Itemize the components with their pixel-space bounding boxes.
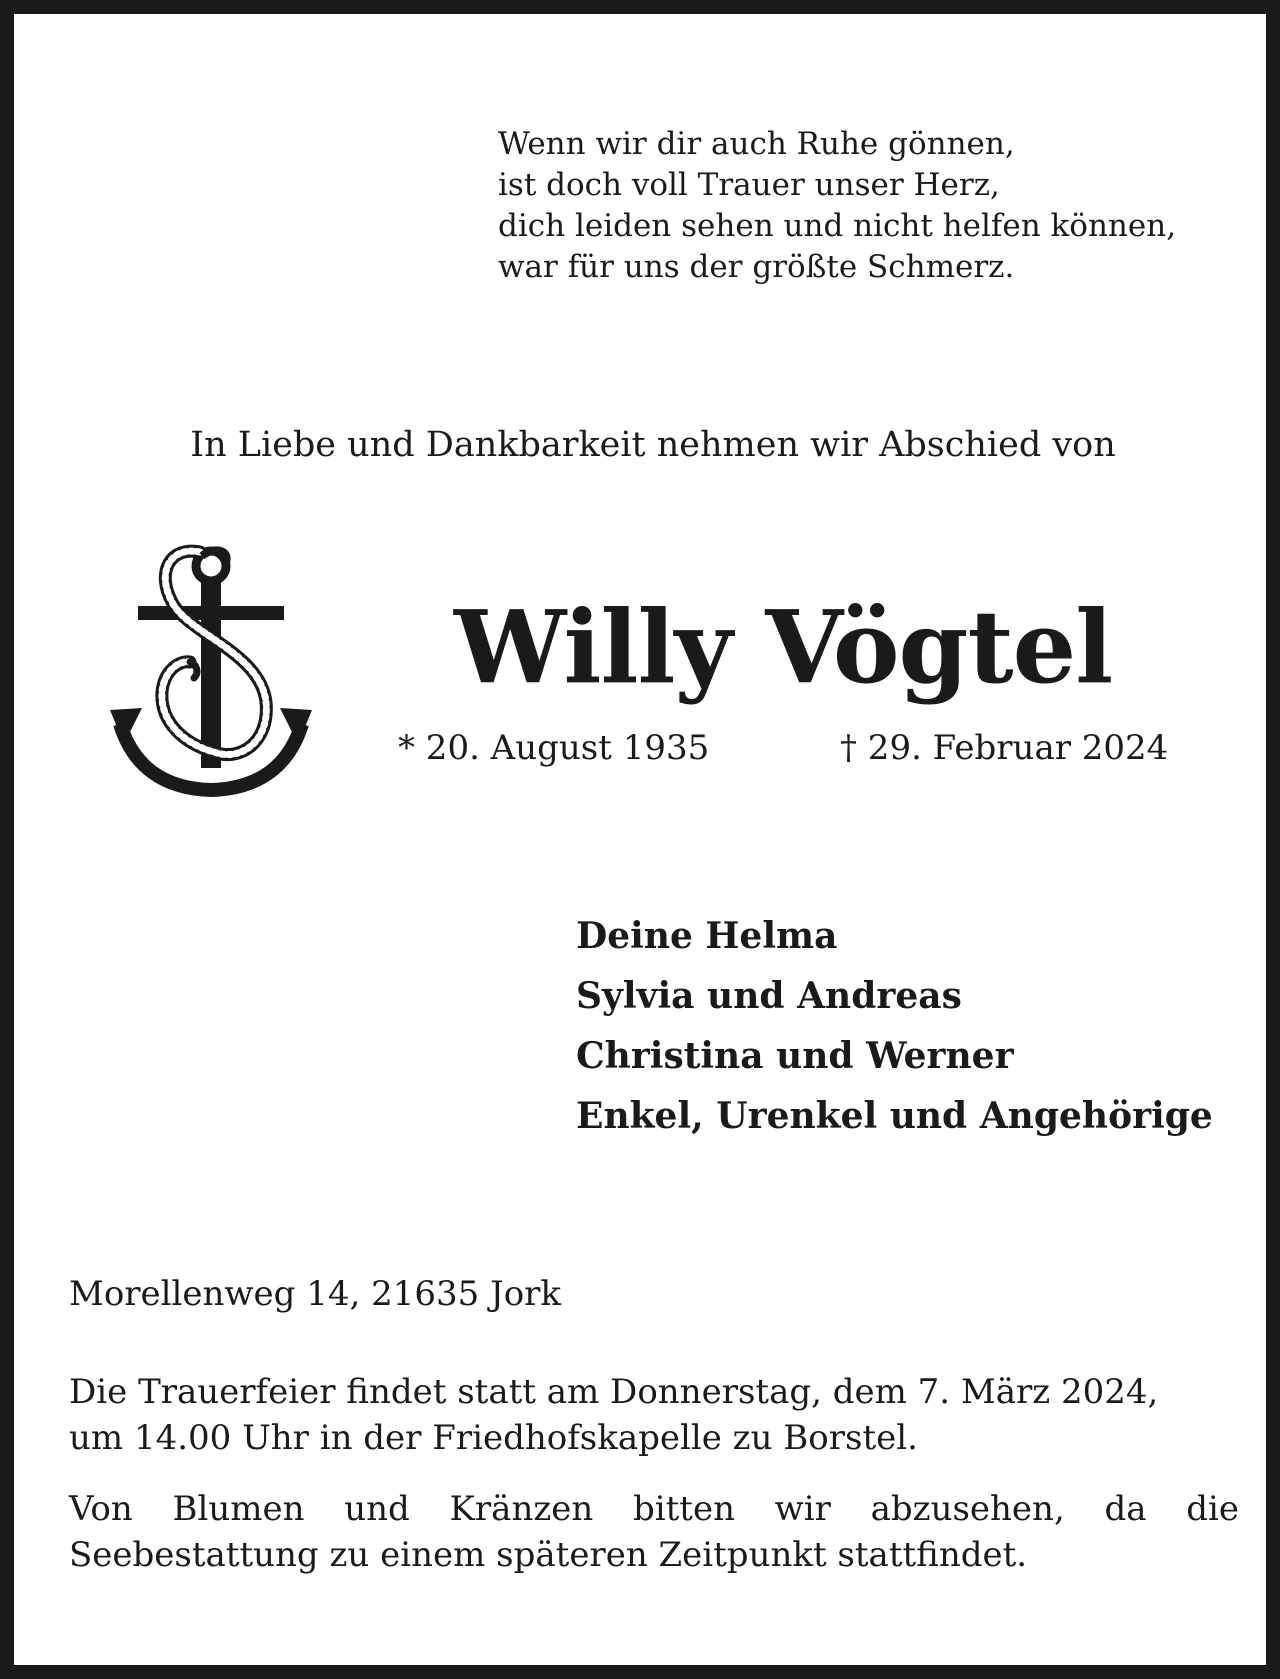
signers-list: [576, 906, 1213, 1146]
signer: Deine Helma: [576, 915, 838, 957]
signer: Enkel, Urenkel und Angehörige: [576, 1095, 1213, 1137]
farewell-text: In Liebe und Dankbarkeit nehmen wir Abschied von: [190, 425, 1116, 465]
farewell-line: [14, 423, 1280, 467]
ceremony-line-2: um 14.00 Uhr in der Friedhofskapelle zu Borstel.: [69, 1418, 918, 1458]
birth-date: * 20. August 1935: [398, 728, 710, 768]
death-date: † 29. Februar 2024: [840, 728, 1169, 768]
flowers-line-1: Von Blumen und Kränzen bitten wir abzusehen, da die: [69, 1489, 1239, 1529]
signer: Sylvia und Andreas: [576, 975, 962, 1017]
poem-line-2: ist doch voll Trauer unser Herz,: [498, 167, 1000, 203]
address: Morellenweg 14, 21635 Jork: [69, 1274, 562, 1314]
poem-line-4: war für uns der größte Schmerz.: [498, 249, 1015, 285]
poem-line-3: dich leiden sehen und nicht helfen können,: [498, 208, 1177, 244]
flowers-note: [69, 1486, 1239, 1578]
flowers-line-2: Seebestattung zu einem späteren Zeitpunkt stattfindet.: [69, 1535, 1028, 1575]
ceremony-line-1: Die Trauerfeier findet statt am Donnerstag, dem 7. März 2024,: [69, 1372, 1159, 1412]
poem-line-1: Wenn wir dir auch Ruhe gönnen,: [498, 126, 1015, 162]
anchor-with-rope-icon: [110, 542, 320, 798]
deceased-name: Willy Vögtel: [454, 588, 1113, 706]
ceremony-info: [69, 1369, 1239, 1461]
signer: Christina und Werner: [576, 1035, 1014, 1077]
poem: [498, 124, 1258, 288]
